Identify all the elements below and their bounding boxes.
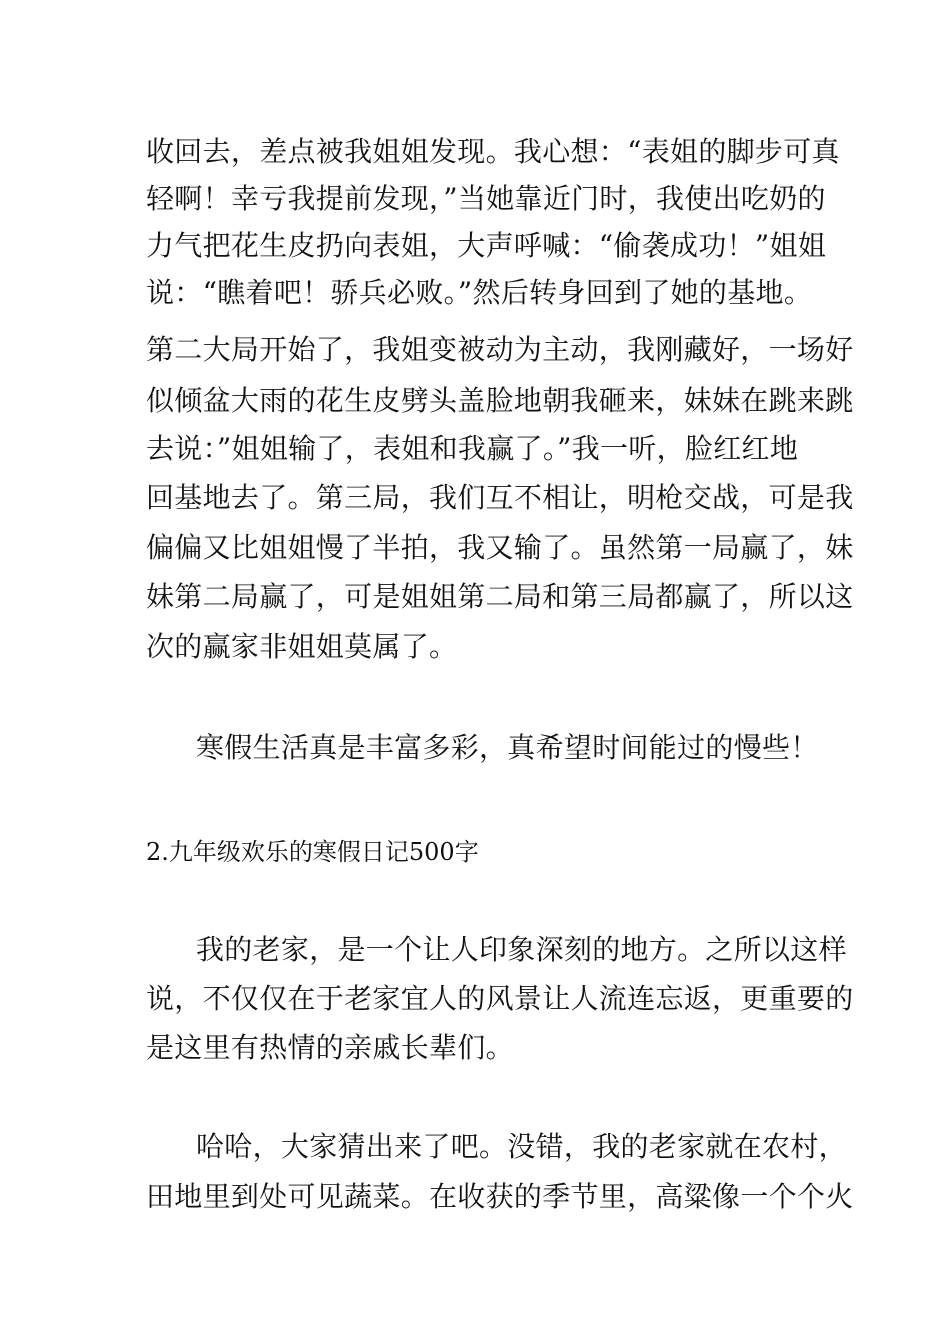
paragraph-4-line-2: 田地里到处可见蔬菜。在收获的季节里，高粱像一个个火: [146, 1180, 854, 1213]
paragraph-1-line-6: 似倾盆大雨的花生皮劈头盖脸地朝我砸来，妹妹在跳来跳: [146, 384, 854, 417]
paragraph-1-line-3: 力气把花生皮扔向表姐，大声呼喊：“偷袭成功！”姐姐: [146, 229, 827, 262]
paragraph-1-line-8: 回基地去了。第三局，我们互不相让，明枪交战，可是我: [146, 481, 854, 514]
paragraph-1-line-4: 说：“瞧着吧！骄兵必败。”然后转身回到了她的基地。: [146, 276, 813, 309]
paragraph-2-line-1: 寒假生活真是丰富多彩，真希望时间能过的慢些！: [196, 731, 819, 764]
paragraph-1-line-9: 偏偏又比姐姐慢了半拍，我又输了。虽然第一局赢了，妹: [146, 531, 854, 564]
paragraph-1-line-1: 收回去，差点被我姐姐发现。我心想：“表姐的脚步可真: [146, 135, 840, 168]
paragraph-1-line-11: 次的赢家非姐姐莫属了。: [146, 630, 458, 663]
paragraph-1-line-5: 第二大局开始了，我姐变被动为主动，我刚藏好，一场好: [146, 333, 854, 366]
paragraph-3-line-1: 我的老家，是一个让人印象深刻的地方。之所以这样: [196, 933, 847, 966]
paragraph-1-line-7: 去说：”姐姐输了，表姐和我赢了。”我一听，脸红红地: [146, 432, 799, 465]
paragraph-3-line-3: 是这里有热情的亲戚长辈们。: [146, 1031, 514, 1064]
paragraph-4-line-1: 哈哈，大家猜出来了吧。没错，我的老家就在农村，: [196, 1130, 847, 1163]
paragraph-1-line-10: 妹第二局赢了，可是姐姐第二局和第三局都赢了，所以这: [146, 580, 854, 613]
section-heading: 2.九年级欢乐的寒假日记500字: [146, 838, 479, 866]
paragraph-3-line-2: 说，不仅仅在于老家宜人的风景让人流连忘返，更重要的: [146, 982, 854, 1015]
paragraph-1-line-2: 轻啊！幸亏我提前发现，”当她靠近门时，我使出吃奶的: [146, 182, 826, 215]
